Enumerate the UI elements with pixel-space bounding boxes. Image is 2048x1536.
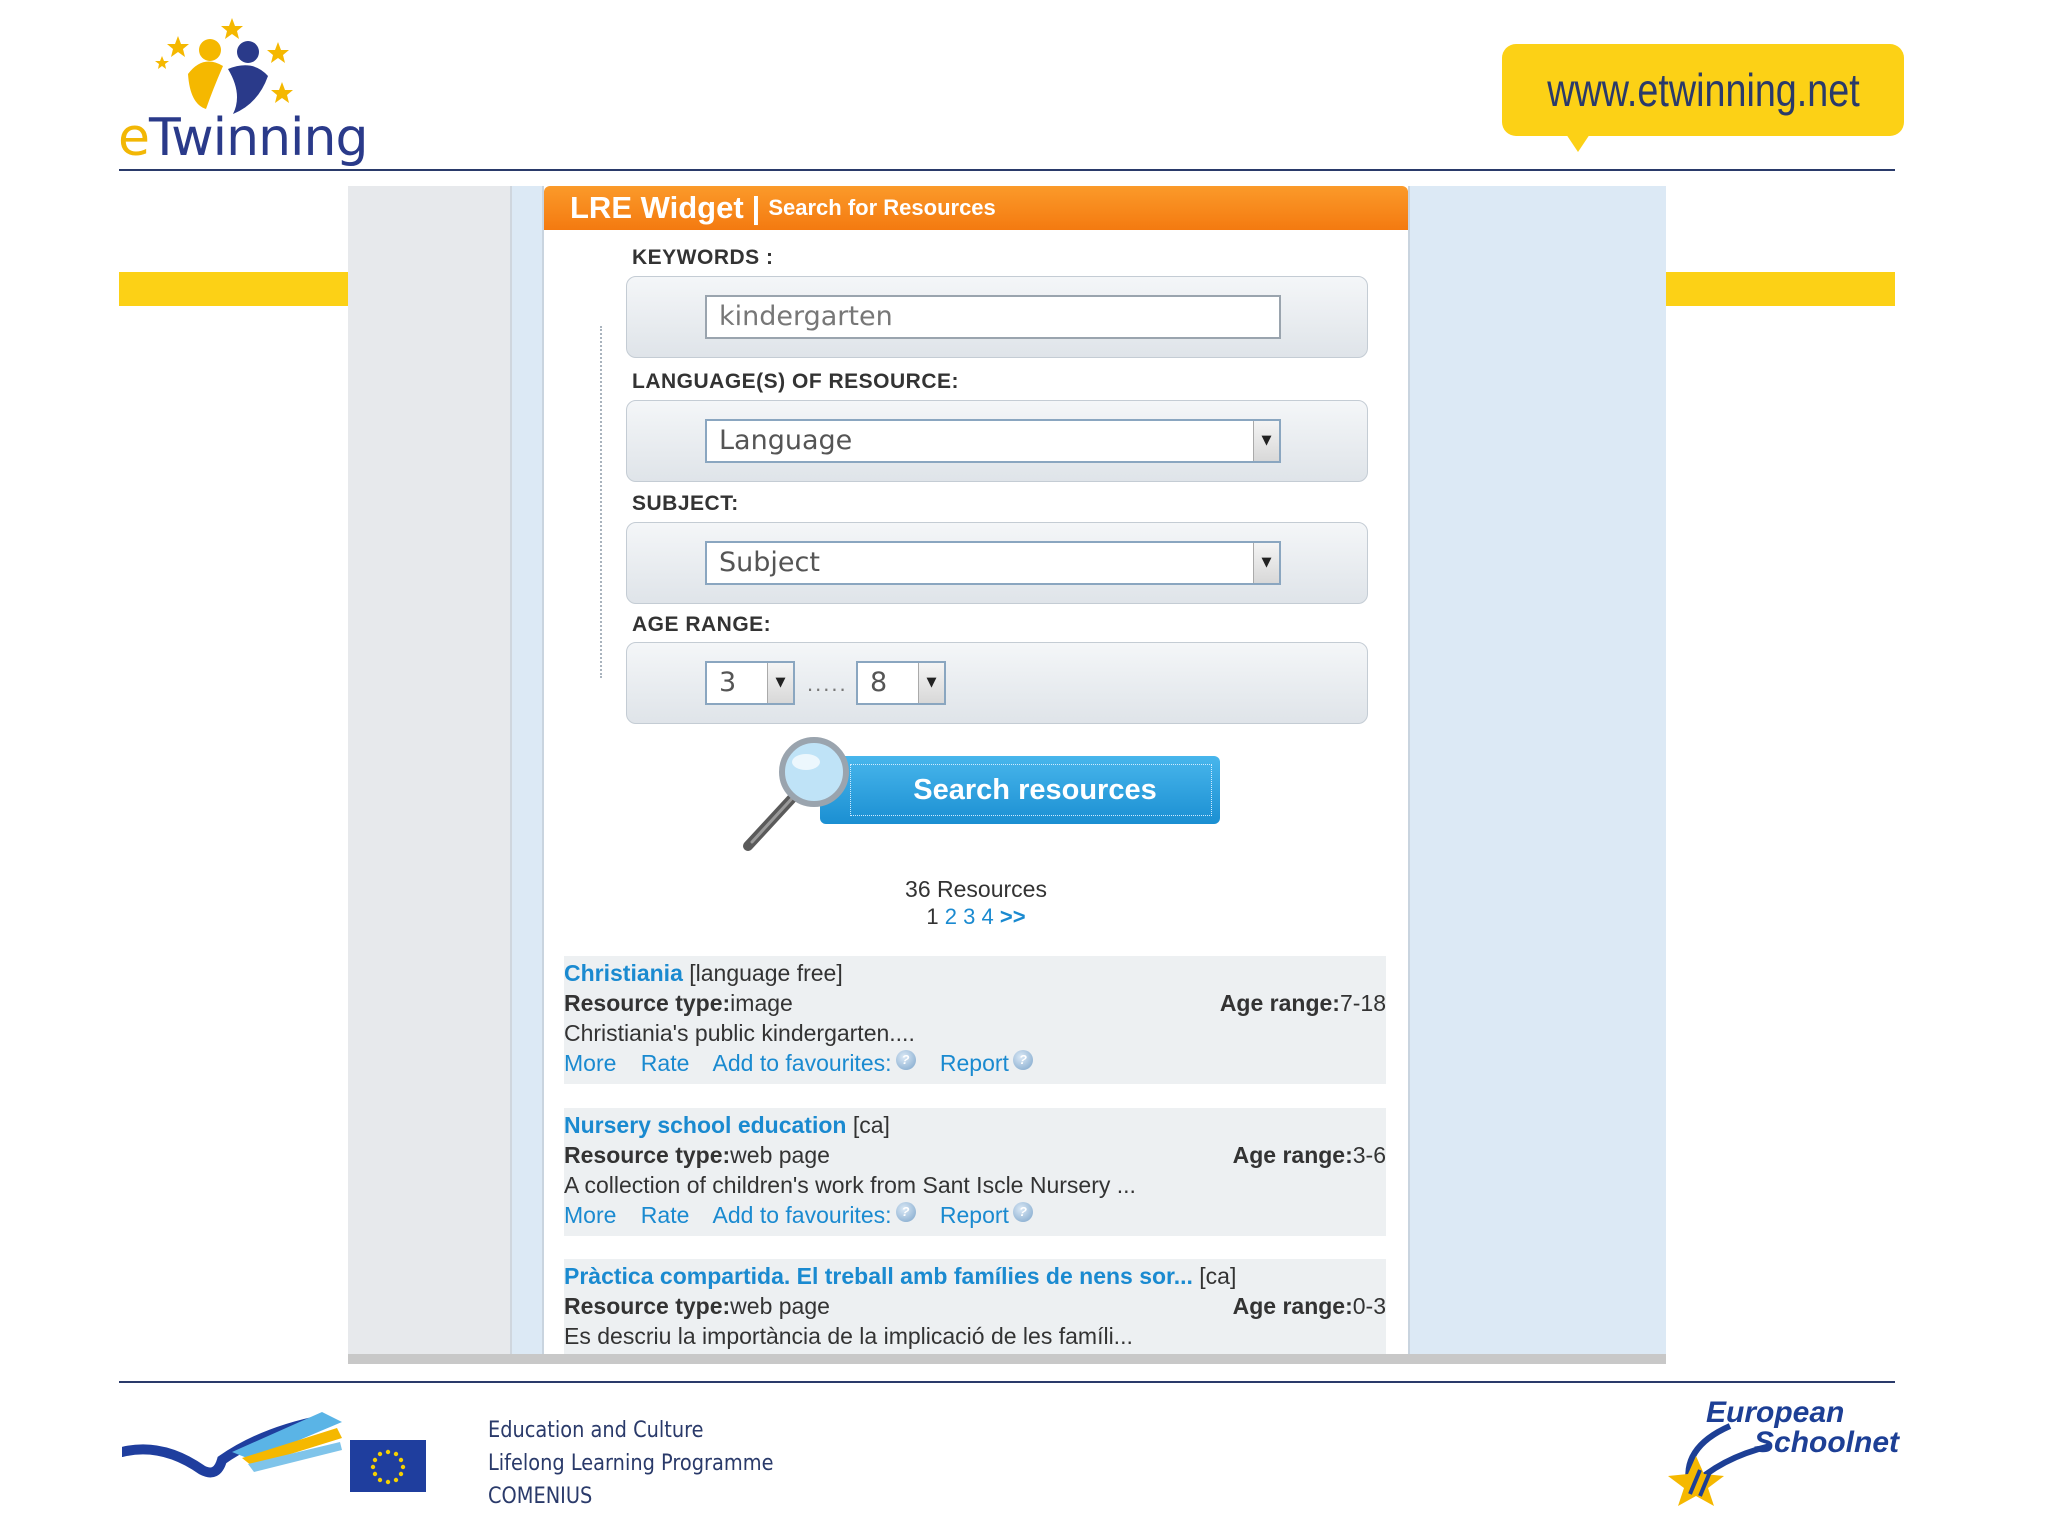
widget-title-separator: | [751, 190, 761, 225]
etwinning-wordmark: eTwinning [118, 108, 368, 168]
programme-line-1: Education and Culture [488, 1418, 704, 1443]
widget-header [544, 186, 1408, 230]
result-item [564, 1259, 1386, 1354]
result-item [564, 956, 1386, 1084]
programme-line-2: Lifelong Learning Programme [488, 1451, 774, 1476]
next-page-link[interactable]: >> [999, 904, 1026, 929]
esn-line-1: European [1706, 1396, 1845, 1429]
page-link-3[interactable]: 3 [963, 904, 976, 929]
keywords-input[interactable]: kindergarten [705, 295, 1281, 339]
result-meta-line [564, 1293, 1386, 1323]
resource-type-value: web page [730, 1142, 830, 1168]
help-icon[interactable]: ? [1013, 1202, 1033, 1222]
result-language: [ca] [1199, 1263, 1237, 1289]
dropdown-arrow-icon[interactable]: ▼ [918, 663, 944, 703]
result-description: Christiania's public kindergarten.... [564, 1020, 915, 1046]
subject-box [626, 522, 1368, 604]
age-range [1233, 1293, 1386, 1320]
search-resources-button[interactable] [820, 756, 1220, 824]
add-favourites-label: Add to favourites: [712, 1202, 892, 1228]
keywords-box [626, 276, 1368, 358]
help-icon[interactable]: ? [896, 1202, 916, 1222]
subject-label: SUBJECT: [632, 492, 739, 515]
add-favourites-label: Add to favourites: [712, 1050, 892, 1076]
lifelong-learning-logo [122, 1412, 342, 1492]
age-range-value: 7-18 [1339, 990, 1386, 1016]
yellow-band-left [119, 272, 349, 306]
result-title-line [564, 1263, 1386, 1293]
result-description: A collection of children's work from Sant Iscle Nursery ... [564, 1172, 1136, 1198]
age-to-select[interactable] [856, 661, 946, 705]
result-description: Es descriu la importància de la implicació de les famíli... [564, 1323, 1133, 1349]
resource-type-label: Resource type: [564, 1293, 731, 1319]
age-from-select[interactable] [705, 661, 795, 705]
result-title-link[interactable]: Christiania [564, 960, 683, 986]
result-meta-line [564, 990, 1386, 1020]
resource-type-value: image [730, 990, 793, 1016]
search-button-label: Search resources [913, 773, 1157, 806]
age-range-value: 3-6 [1352, 1142, 1386, 1168]
rate-link[interactable]: Rate [640, 1202, 690, 1228]
result-language: [ca] [852, 1112, 890, 1138]
star-icon [155, 18, 293, 103]
age-range-separator: ..... [807, 671, 848, 696]
footer-divider [119, 1381, 1895, 1383]
language-select-value: Language [719, 425, 853, 456]
age-range [1233, 1142, 1386, 1169]
form-guide-line [600, 326, 612, 678]
eu-flag-icon [350, 1440, 426, 1492]
result-item [564, 1108, 1386, 1236]
url-bubble-tail [1566, 134, 1590, 152]
result-title-link[interactable]: Nursery school education [564, 1112, 847, 1138]
magnifier-icon [734, 736, 854, 856]
widget-subtitle: Search for Resources [768, 195, 996, 220]
result-title-line [564, 960, 1386, 990]
report-label: Report [939, 1202, 1009, 1228]
esn-line-2: Schoolnet [1754, 1426, 1900, 1459]
age-to-value: 8 [870, 667, 888, 698]
programme-line-3: COMENIUS [488, 1484, 593, 1509]
report-label: Report [939, 1050, 1009, 1076]
programme-text [488, 1414, 773, 1513]
age-from-value: 3 [719, 667, 737, 698]
age-range-label: Age range: [1232, 1293, 1353, 1319]
age-range-value: 0-3 [1352, 1293, 1386, 1319]
language-select[interactable] [705, 419, 1281, 463]
result-meta-line [564, 1142, 1386, 1172]
help-icon[interactable]: ? [1013, 1050, 1033, 1070]
more-link[interactable]: More [564, 1050, 617, 1076]
dropdown-arrow-icon[interactable]: ▼ [1253, 543, 1279, 583]
age-range-box [626, 642, 1368, 724]
screenshot-bottom-edge [348, 1354, 1666, 1364]
more-link[interactable]: More [564, 1202, 617, 1228]
dropdown-arrow-icon[interactable]: ▼ [1253, 421, 1279, 461]
report-link[interactable] [940, 1050, 1033, 1076]
subject-select-value: Subject [719, 547, 820, 578]
subject-select[interactable] [705, 541, 1281, 585]
resource-type-value: web page [730, 1293, 830, 1319]
page-link-4[interactable]: 4 [981, 904, 994, 929]
yellow-band-right [1666, 272, 1895, 306]
result-actions [564, 1202, 1386, 1236]
page-link-2[interactable]: 2 [944, 904, 958, 929]
search-area [734, 736, 1214, 856]
header-divider [119, 169, 1895, 171]
keywords-label: KEYWORDS : [632, 246, 774, 269]
add-favourites-link[interactable] [713, 1050, 916, 1076]
result-title-line [564, 1112, 1386, 1142]
age-range [1220, 990, 1386, 1017]
help-icon[interactable]: ? [896, 1050, 916, 1070]
result-count: 36 Resources [905, 876, 1047, 902]
page-left-column [348, 186, 512, 1354]
language-box [626, 400, 1368, 482]
age-range-label: AGE RANGE: [632, 613, 772, 636]
report-link[interactable] [940, 1202, 1033, 1228]
result-actions [564, 1050, 1386, 1084]
url-bubble [1502, 44, 1904, 136]
resource-type-label: Resource type: [564, 990, 731, 1016]
add-favourites-link[interactable] [713, 1202, 916, 1228]
age-range-label: Age range: [1232, 1142, 1353, 1168]
rate-link[interactable]: Rate [640, 1050, 690, 1076]
site-url: www.etwinning.net [1546, 64, 1860, 116]
page-current: 1 [926, 904, 939, 929]
pagination [544, 904, 1408, 930]
age-range-label: Age range: [1219, 990, 1340, 1016]
european-schoolnet-wordmark [1706, 1398, 1899, 1458]
result-title-link[interactable]: Pràctica compartida. El treball amb famílies de nens sor... [564, 1263, 1193, 1289]
dropdown-arrow-icon[interactable]: ▼ [767, 663, 793, 703]
widget-title: LRE Widget [570, 190, 744, 225]
resource-type-label: Resource type: [564, 1142, 731, 1168]
language-label: LANGUAGE(S) OF RESOURCE: [632, 370, 959, 393]
lre-widget [542, 186, 1410, 1354]
result-language: [language free] [689, 960, 843, 986]
